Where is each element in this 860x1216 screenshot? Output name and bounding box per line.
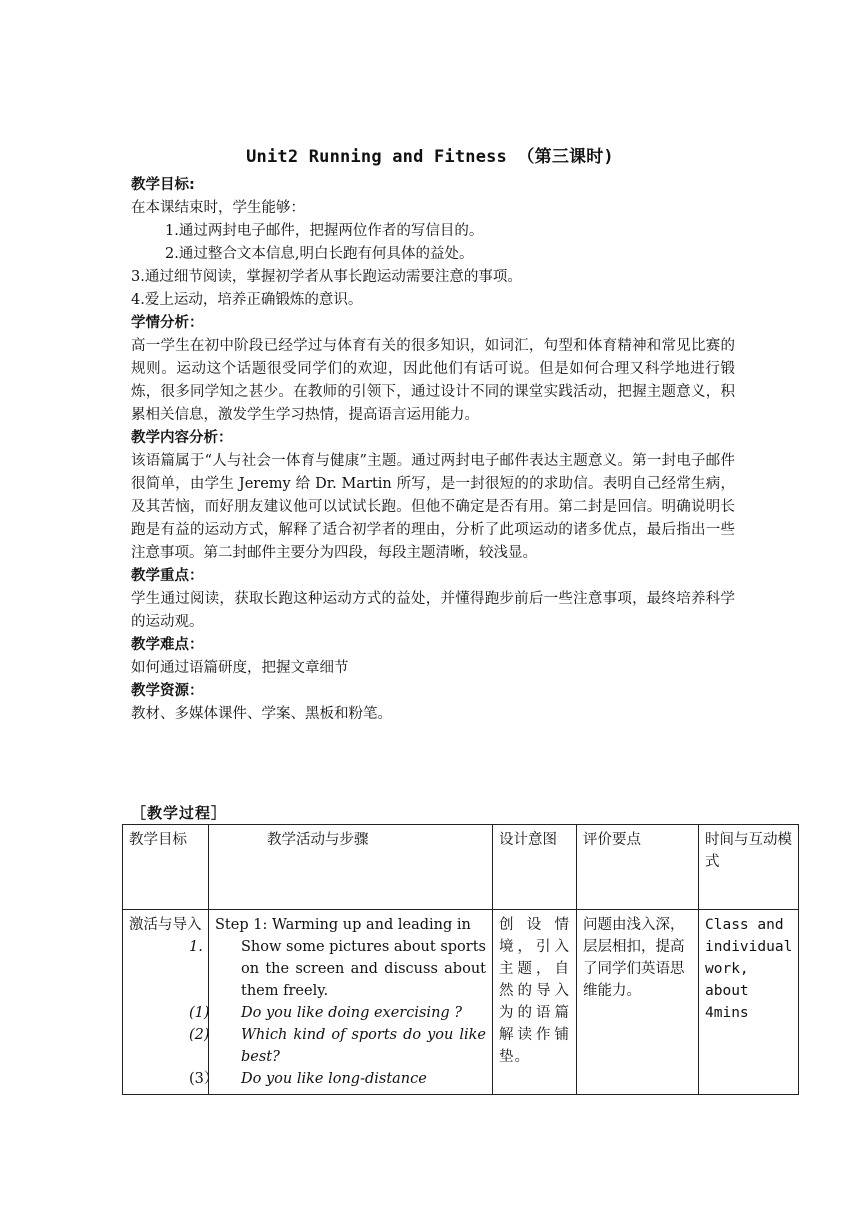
table-header-row <box>123 825 799 910</box>
row-design: 创设情境，引入主题，自然的导入为的语篇解读作铺垫。 <box>493 910 577 1095</box>
row-evaluation: 问题由浅入深，层层相扣，提高了同学们英语思维能力。 <box>577 910 699 1095</box>
question-text: Do you like long-distance <box>241 1071 427 1087</box>
goal-item: 3.通过细节阅读，掌握初学者从事长跑运动需要注意的事项。 <box>131 269 522 285</box>
content-analysis-heading: 教学内容分析： <box>131 430 233 446</box>
difficulties-heading: 教学难点： <box>131 637 204 653</box>
header-evaluation: 评价要点 <box>577 825 699 910</box>
header-design: 设计意图 <box>493 825 577 910</box>
time-line: about 4mins <box>705 983 749 1021</box>
row-activity <box>189 910 493 1095</box>
activity-step <box>189 936 486 1002</box>
goal-item: 1.通过两封电子邮件，把握两位作者的写信目的。 <box>165 223 484 239</box>
question-item <box>189 1002 486 1024</box>
question-text: Which kind of sports do you like best? <box>241 1027 486 1065</box>
header-goal: 教学目标 <box>123 825 209 910</box>
difficulties-text: 如何通过语篇研度，把握文章细节 <box>131 660 349 676</box>
goal-item: 2.通过整合文本信息,明白长跑有何具体的益处。 <box>165 246 474 262</box>
question-item <box>189 1068 486 1090</box>
process-table <box>122 824 799 1095</box>
step-text: Show some pictures about sports on the screen and discuss about them freely. <box>241 939 486 999</box>
question-number: (2) <box>189 1027 210 1043</box>
student-analysis-text: 高一学生在初中阶段已经学过与体育有关的很多知识，如词汇，句型和体育精神和常见比赛的规则。运动这个话题很受同学们的欢迎，因此他们有话可说。但是如何合理又科学地进行锻炼，很多同学知之甚少。在教师的引领下，通过设计不同的课堂实践活动，把握主题意义，积累相关信息，激发学生学习热情，提高语言运用能力。 <box>131 338 735 423</box>
question-number: (3） <box>189 1071 219 1087</box>
resources-heading: 教学资源： <box>131 683 204 699</box>
key-points-text: 学生通过阅读，获取长跑这种运动方式的益处，并懂得跑步前后一些注意事项，最终培养科学的运动观。 <box>131 591 735 630</box>
goals-intro: 在本课结束时，学生能够： <box>131 200 305 216</box>
resources-text: 教材、多媒体课件、学案、黑板和粉笔。 <box>131 706 392 722</box>
question-number: (1) <box>189 1005 210 1021</box>
time-line: individual <box>705 939 793 955</box>
goal-item: 4.爱上运动，培养正确锻炼的意识。 <box>131 292 363 308</box>
process-label: ［教学过程］ <box>131 804 228 822</box>
lesson-plan-body <box>131 174 735 726</box>
question-text: Do you like doing exercising ? <box>241 1005 463 1021</box>
question-item <box>189 1024 486 1068</box>
student-analysis-heading: 学情分析： <box>131 315 204 331</box>
step-title: Step 1: Warming up and leading in <box>215 917 471 933</box>
content-analysis-text: 该语篇属于“人与社会一体育与健康”主题。通过两封电子邮件表达主题意义。第一封电子邮件很简单，由学生 Jeremy 给 Dr. Martin 所写，是一封很短的的求助信。表明自己经常生病，及其苦恼，而好朋友建议他可以试试长跑。但他不确定是否有用。第二封是回信。明确说明长跑是有益的运动方式，解释了适合初学者的理由，分析了此项运动的诸多优点，最后指出一些注意事项。第二封邮件主要分为四段，每段主题清晰，较浅显。 <box>131 453 735 561</box>
header-activity: 教学活动与步骤 <box>209 825 493 910</box>
key-points-heading: 教学重点： <box>131 568 204 584</box>
time-line: Class and <box>705 917 784 933</box>
time-line: work, <box>705 961 749 977</box>
page-title: Unit2 Running and Fitness （第三课时) <box>246 147 614 167</box>
table-row <box>123 910 799 1095</box>
step-number: 1. <box>189 939 203 955</box>
row-time <box>699 910 799 1095</box>
header-time: 时间与互动模式 <box>699 825 799 910</box>
row-goal: 激活与导入 <box>123 910 209 1095</box>
goals-heading: 教学目标: <box>131 177 195 193</box>
